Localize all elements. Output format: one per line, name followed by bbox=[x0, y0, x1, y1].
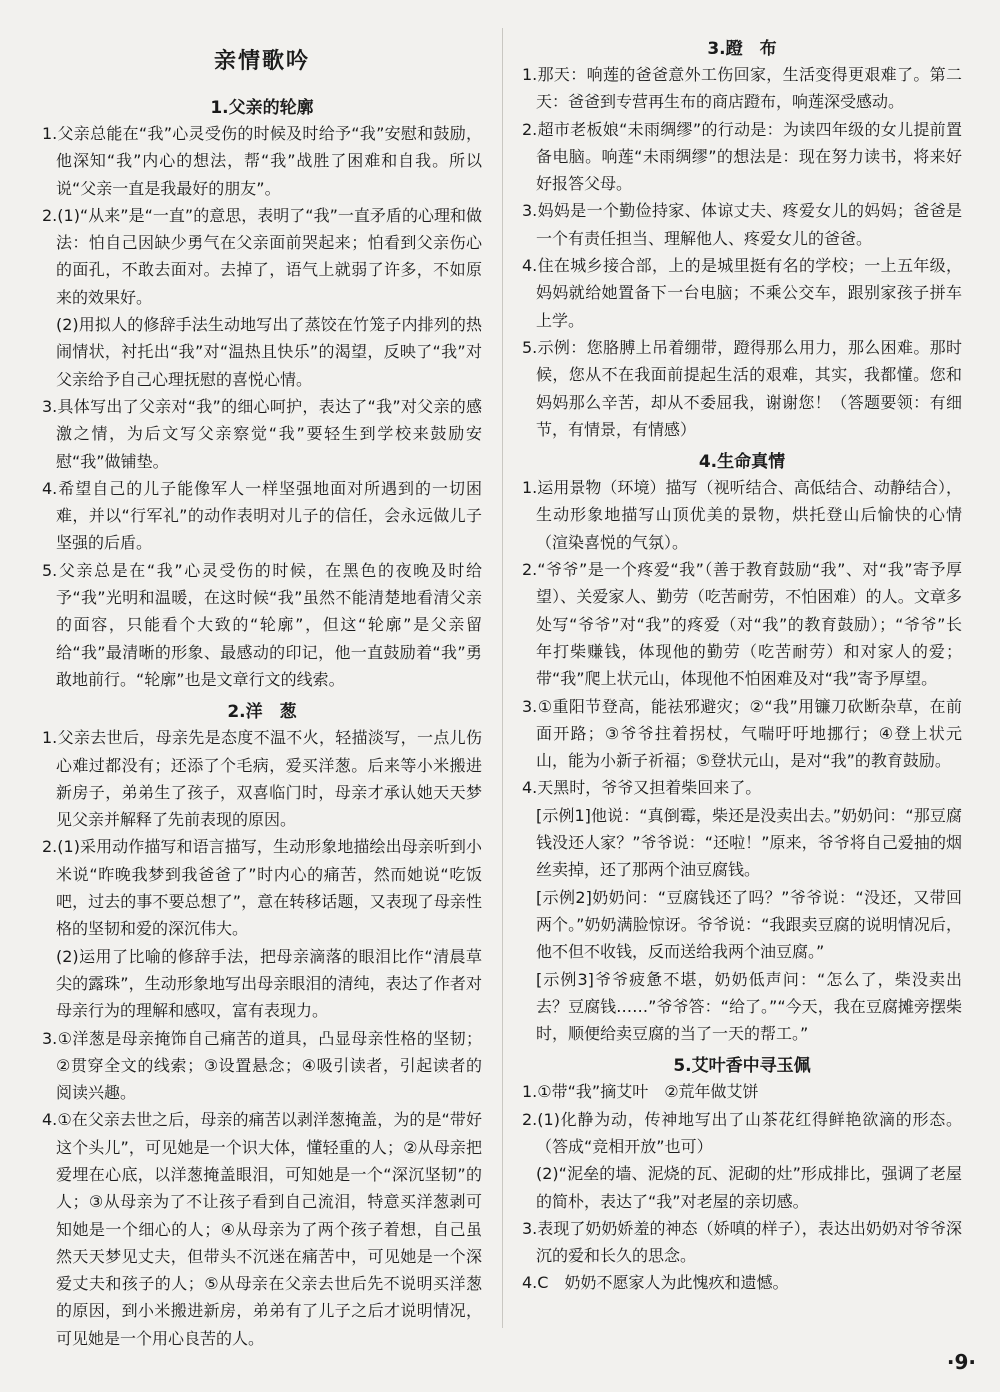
section-heading-onion: 2.洋 葱 bbox=[227, 702, 297, 723]
left-column bbox=[42, 30, 482, 1352]
answer-item: 3.①洋葱是母亲掩饰自己痛苦的道具，凸显母亲性格的坚韧；②贯穿全文的线索；③设置悬念；④吸引读者，引起读者的阅读兴趣。 bbox=[42, 1028, 482, 1103]
answer-item: 4.天黑时，爷爷又担着柴回来了。 bbox=[522, 778, 762, 798]
section-heading-jade: 5.艾叶香中寻玉佩 bbox=[673, 1056, 811, 1077]
section-heading-father: 1.父亲的轮廓 bbox=[210, 98, 314, 118]
answer-item: 5.父亲总是在“我”心灵受伤的时候，在黑色的夜晚及时给予“我”光明和温暖，在这时候“我”虽然不能清楚地看清父亲的面容，只能看个大致的“轮廓”，但这“轮廓”是父亲留给“我”最清晰的形象、最感动的印记，他一直鼓励着“我”勇敢地前行。“轮廓”也是文章行文的线索。 bbox=[42, 560, 482, 689]
answer-example: [示例2]奶奶问：“豆腐钱还了吗？”爷爷说：“没还，又带回两个。”奶奶满脸惊讶。爷爷说：“我跟卖豆腐的说明情况后，他不但不收钱，反而送给我两个油豆腐。” bbox=[536, 887, 962, 962]
answer-example: [示例1]他说：“真倒霉，柴还是没卖出去。”奶奶问：“那豆腐钱没还人家？”爷爷说：“还啦！”原来，爷爷将自己爱抽的烟丝卖掉，还了那两个油豆腐钱。 bbox=[536, 805, 962, 880]
answer-item: 5.示例：您胳膊上吊着绷带，蹬得那么用力，那么困难。那时候，您从不在我面前提起生活的艰难，其实，我都懂。您和妈妈那么辛苦，却从不委屈我，谢谢您！（答题要领：有细节，有情景，有情感） bbox=[522, 337, 962, 439]
answer-item: 2.“爷爷”是一个疼爱“我”（善于教育鼓励“我”、对“我”寄予厚望）、关爱家人、勤劳（吃苦耐劳，不怕困难）的人。文章多处写“爷爷”对“我”的疼爱（对“我”的教育鼓励）；“爷爷”长年打柴赚钱，体现他的勤劳（吃苦耐劳）和对家人的爱；带“我”爬上状元山，体现他不怕困难及对“我”寄予厚望。 bbox=[522, 560, 962, 689]
right-column bbox=[522, 30, 962, 1297]
answer-example: [示例3]爷爷疲惫不堪，奶奶低声问：“怎么了，柴没卖出去？豆腐钱……”爷爷答：“给了。”“今天，我在豆腐摊旁摆柴时，顺便给卖豆腐的当了一天的帮工。” bbox=[536, 969, 962, 1044]
answer-subitem: (2)“泥垒的墙、泥烧的瓦、泥砌的灶”形成排比，强调了老屋的简朴，表达了“我”对老屋的亲切感。 bbox=[536, 1164, 962, 1211]
answer-item: 3.妈妈是一个勤俭持家、体谅丈夫、疼爱女儿的妈妈；爸爸是一个有责任担当、理解他人、疼爱女儿的爸爸。 bbox=[522, 201, 962, 248]
answer-item: 2.(1)化静为动，传神地写出了山茶花红得鲜艳欲滴的形态。（答成“竞相开放”也可） bbox=[522, 1109, 962, 1156]
answer-item: 1.运用景物（环境）描写（视听结合、高低结合、动静结合），生动形象地描写山顶优美的景物，烘托登山后愉快的心情（渲染喜悦的气氛）。 bbox=[522, 478, 962, 552]
answer-item: 1.那天：响莲的爸爸意外工伤回家，生活变得更艰难了。第二天：爸爸到专营再生布的商店蹬布，响莲深受感动。 bbox=[522, 65, 962, 112]
answer-item: 4.住在城乡接合部，上的是城里挺有名的学校；一上五年级，妈妈就给她置备下一台电脑；不乘公交车，跟别家孩子拼车上学。 bbox=[522, 256, 962, 330]
answer-subitem: (2)运用了比喻的修辞手法，把母亲滴落的眼泪比作“清晨草尖的露珠”，生动形象地写出母亲眼泪的清纯，表达了作者对母亲行为的理解和感叹，富有表现力。 bbox=[56, 946, 482, 1021]
answer-item: 1.①带“我”摘艾叶 ②荒年做艾饼 bbox=[522, 1082, 759, 1102]
answer-item: 3.①重阳节登高，能祛邪避灾；②“我”用镰刀砍断杂草，在前面开路；③爷爷拄着拐杖，气喘吁吁地挪行；④登上状元山，能为小新子祈福；⑤登状元山，是对“我”的教育鼓励。 bbox=[522, 696, 962, 771]
column-divider bbox=[502, 28, 503, 1328]
section-heading-cloth: 3.蹬 布 bbox=[707, 39, 777, 59]
page-number: ·9· bbox=[946, 1350, 976, 1374]
answer-item: 3.表现了奶奶娇羞的神态（娇嗔的样子），表达出奶奶对爷爷深沉的爱和长久的思念。 bbox=[522, 1218, 962, 1266]
answer-item: 2.(1)“从来”是“一直”的意思，表明了“我”一直矛盾的心理和做法：怕自己因缺少勇气在父亲面前哭起来；怕看到父亲伤心的面孔，不敢去面对。去掉了，语气上就弱了许多，不如原来的效果好。 bbox=[42, 205, 482, 307]
answer-item: 1.父亲去世后，母亲先是态度不温不火，轻描淡写，一点儿伤心难过都没有；还添了个毛病，爱买洋葱。后来等小米搬进新房子，弟弟生了孩子，双喜临门时，母亲才承认她天天梦见父亲并解释了先前表现的原因。 bbox=[42, 728, 482, 830]
answer-item: 4.C 奶奶不愿家人为此愧疚和遗憾。 bbox=[522, 1273, 789, 1293]
answer-item: 4.希望自己的儿子能像军人一样坚强地面对所遇到的一切困难，并以“行军礼”的动作表明对儿子的信任，会永远做儿子坚强的后盾。 bbox=[42, 478, 482, 553]
section-heading-life: 4.生命真情 bbox=[698, 452, 786, 473]
answer-item: 2.(1)采用动作描写和语言描写，生动形象地描绘出母亲听到小米说“昨晚我梦到我爸爸了”时内心的痛苦，然而她说“吃饭吧，过去的事不要总想了”，意在转移话题，又表现了母亲性格的坚韧和爱的深沉伟大。 bbox=[42, 837, 482, 939]
answer-item: 3.具体写出了父亲对“我”的细心呵护，表达了“我”对父亲的感激之情，为后文写父亲察觉“我”要轻生到学校来鼓励安慰“我”做铺垫。 bbox=[42, 396, 482, 471]
answer-subitem: (2)用拟人的修辞手法生动地写出了蒸饺在竹笼子内排列的热闹情状，衬托出“我”对“温热且快乐”的渴望，反映了“我”对父亲给予自己心理抚慰的喜悦心情。 bbox=[56, 315, 482, 389]
page-title: 亲情歌吟 bbox=[213, 49, 310, 74]
answer-item: 1.父亲总能在“我”心灵受伤的时候及时给予“我”安慰和鼓励，他深知“我”内心的想法，帮“我”战胜了困难和自我。所以说“父亲一直是我最好的朋友”。 bbox=[42, 124, 482, 198]
answer-item: 2.超市老板娘“未雨绸缪”的行动是：为读四年级的女儿提前置备电脑。响莲“未雨绸缪”的想法是：现在努力读书，将来好好报答父母。 bbox=[522, 119, 962, 194]
answer-item: 4.①在父亲去世之后，母亲的痛苦以剥洋葱掩盖，为的是“带好这个头儿”，可见她是一个识大体，懂轻重的人；②从母亲把爱埋在心底，以洋葱掩盖眼泪，可知她是一个“深沉坚韧”的人；③从母亲为了不让孩子看到自己流泪，特意买洋葱剥可知她是一个细心的人；④从母亲为了两个孩子着想，自己虽然天天梦见丈夫，但带头不沉迷在痛苦中，可见她是一个深爱丈夫和孩子的人；⑤从母亲在父亲去世后先不说明买洋葱的原因，到小米搬进新房，弟弟有了儿子之后才说明情况，可见她是一个用心良苦的人。 bbox=[42, 1110, 482, 1348]
